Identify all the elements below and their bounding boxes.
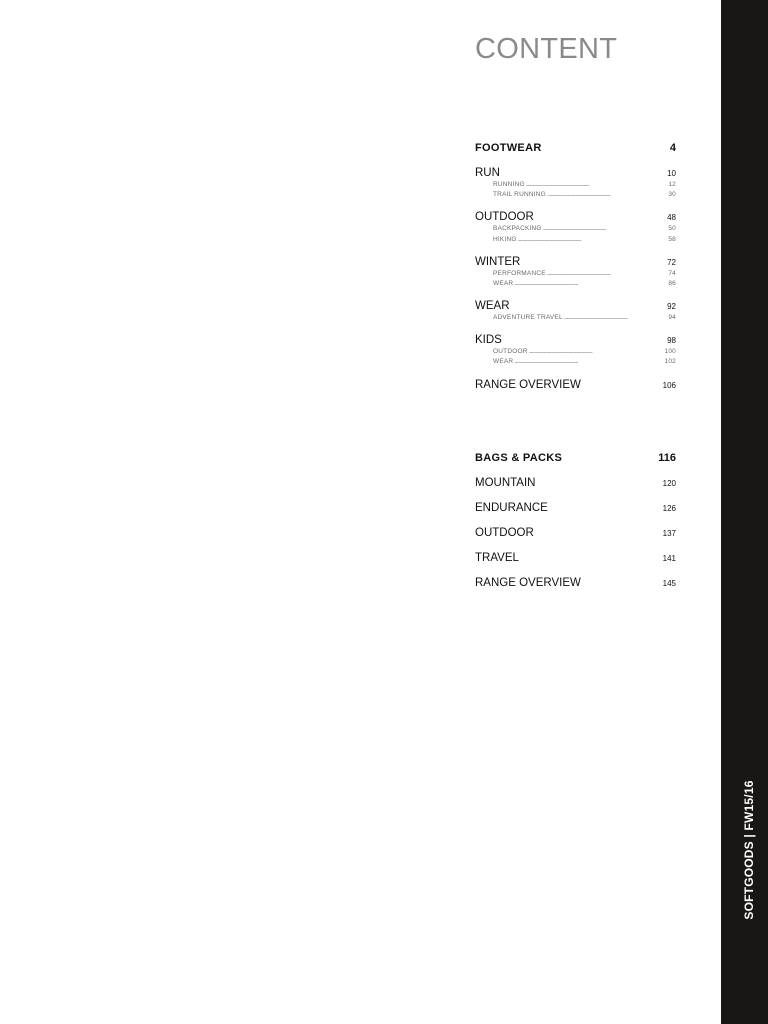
toc-category-run[interactable] [475, 167, 676, 179]
category-label: RANGE OVERVIEW [475, 577, 581, 589]
toc-subitem[interactable] [493, 191, 676, 198]
subitem-page: 58 [668, 236, 676, 243]
sidebar-label: SOFTGOODS | FW15/16 [742, 780, 756, 920]
category-page: 72 [667, 258, 676, 267]
subitem-page: 30 [668, 191, 676, 198]
toc-category-outdoor[interactable] [475, 527, 676, 539]
toc-category-range-overview[interactable] [475, 577, 676, 589]
subitem-label: HIKING [493, 236, 517, 243]
dot-leader [547, 191, 667, 198]
toc-subitem[interactable] [493, 270, 676, 277]
subitem-page: 50 [668, 225, 676, 232]
subitem-page: 74 [668, 270, 676, 277]
toc-category-endurance[interactable] [475, 502, 676, 514]
category-label: RUN [475, 167, 500, 179]
category-label: OUTDOOR [475, 211, 534, 223]
subitem-label: OUTDOOR [493, 348, 528, 355]
toc-category-mountain[interactable] [475, 477, 676, 489]
category-page: 120 [662, 479, 676, 488]
section-header-footwear[interactable] [475, 142, 676, 154]
category-page: 10 [667, 169, 676, 178]
section-title: FOOTWEAR [475, 142, 542, 154]
category-label: WINTER [475, 256, 521, 268]
toc-subitem[interactable] [493, 236, 676, 243]
subitem-page: 94 [668, 314, 676, 321]
toc-subitem[interactable] [493, 358, 676, 365]
subitem-label: TRAIL RUNNING [493, 191, 546, 198]
category-label: MOUNTAIN [475, 477, 536, 489]
toc-category-kids[interactable] [475, 334, 676, 346]
page-title: CONTENT [475, 33, 618, 65]
dot-leader [518, 236, 668, 243]
toc-subitem[interactable] [493, 225, 676, 232]
subitem-label: RUNNING [493, 181, 525, 188]
category-label: OUTDOOR [475, 527, 534, 539]
category-page: 92 [667, 302, 676, 311]
category-page: 137 [662, 529, 676, 538]
toc-subitem[interactable] [493, 280, 676, 287]
dot-leader [526, 181, 668, 188]
dot-leader [543, 225, 668, 232]
subitem-label: PERFORMANCE [493, 270, 546, 277]
toc-category-travel[interactable] [475, 552, 676, 564]
category-label: TRAVEL [475, 552, 519, 564]
subitem-label: WEAR [493, 358, 514, 365]
section-title: BAGS & PACKS [475, 452, 563, 464]
category-page: 141 [662, 554, 676, 563]
category-page: 145 [662, 579, 676, 588]
dot-leader [514, 358, 663, 365]
toc-subitem[interactable] [493, 181, 676, 188]
category-label: ENDURANCE [475, 502, 548, 514]
category-page: 48 [667, 213, 676, 222]
section-page: 116 [658, 452, 676, 464]
subitem-page: 86 [668, 280, 676, 287]
subitem-page: 102 [664, 358, 676, 365]
toc-category-winter[interactable] [475, 256, 676, 268]
category-label: KIDS [475, 334, 502, 346]
toc-subitem[interactable] [493, 314, 676, 321]
toc-category-outdoor[interactable] [475, 211, 676, 223]
toc-category-wear[interactable] [475, 300, 676, 312]
dot-leader [529, 348, 664, 355]
section-header-bags-packs[interactable] [475, 452, 676, 464]
dot-leader [564, 314, 668, 321]
dot-leader [547, 270, 668, 277]
dot-leader [514, 280, 667, 287]
category-page: 106 [662, 381, 676, 390]
subitem-page: 12 [668, 181, 676, 188]
subitem-label: WEAR [493, 280, 514, 287]
toc-category-range-overview[interactable] [475, 379, 676, 391]
subitem-label: BACKPACKING [493, 225, 542, 232]
toc-subitem[interactable] [493, 348, 676, 355]
section-page: 4 [669, 142, 676, 154]
subitem-label: ADVENTURE TRAVEL [493, 314, 563, 321]
subitem-page: 100 [664, 348, 676, 355]
category-page: 98 [667, 336, 676, 345]
category-label: RANGE OVERVIEW [475, 379, 581, 391]
category-label: WEAR [475, 300, 510, 312]
category-page: 126 [662, 504, 676, 513]
